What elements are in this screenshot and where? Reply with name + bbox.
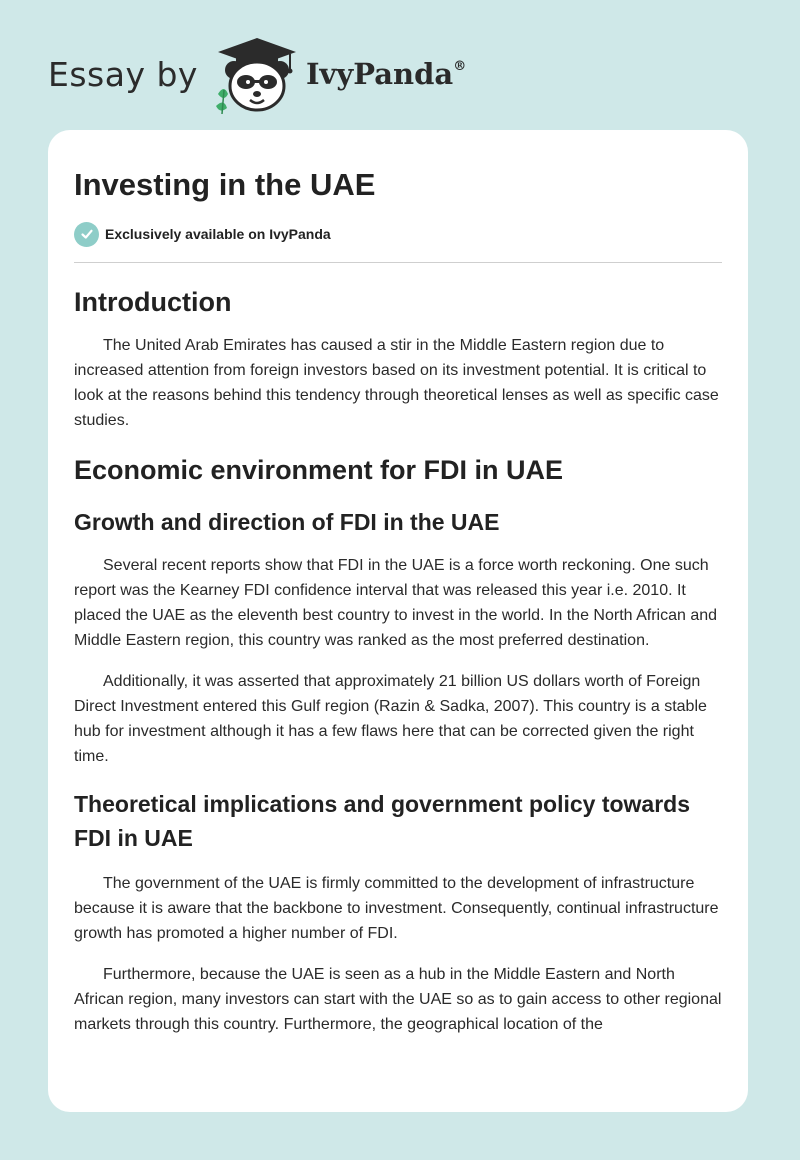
brand-name[interactable] — [306, 57, 466, 91]
panda-logo-icon[interactable] — [212, 34, 302, 114]
title-divider — [74, 262, 722, 263]
heading-economic-environment: Economic environment for FDI in UAE — [74, 455, 564, 485]
paragraph: The United Arab Emirates has caused a stir in the Middle Eastern region due to increased attention from foreign investors based on its investment potential. It is critical to look at the reasons behind this tendency through theoretical lenses as well as specific case studies. — [74, 337, 719, 429]
registered-mark: ® — [453, 59, 467, 74]
heading-growth-direction: Growth and direction of FDI in the UAE — [74, 509, 500, 535]
site-header — [48, 34, 466, 114]
paragraph: Additionally, it was asserted that approximately 21 billion US dollars worth of Foreign Direct Investment entered this Gulf region (Razin & Sadka, 2007). This country is a stable hub for investment although it has a few flaws here that can be corrected given the right time. — [74, 673, 707, 765]
exclusive-badge — [74, 220, 722, 248]
heading-theoretical-implications: Theoretical implications and government policy towards FDI in UAE — [74, 791, 691, 851]
paragraph: The government of the UAE is firmly committed to the development of infrastructure because it is aware that the backbone to investment. Consequently, continual infrastructure growth has promoted a higher number of FDI. — [74, 875, 719, 942]
paragraph: Furthermore, because the UAE is seen as a hub in the Middle Eastern and North African region, many investors can start with the UAE so as to gain access to other regional markets through this country. Furthermore, the geographical location of the — [74, 966, 722, 1033]
page-title: Investing in the UAE — [74, 167, 376, 202]
paragraph: Several recent reports show that FDI in the UAE is a force worth reckoning. One such report was the Kearney FDI confidence interval that was released this year i.e. 2010. It placed the UAE as the eleventh best country to invest in the world. In the North African and Middle Eastern region, this country was ranked as the most preferred destination. — [74, 557, 718, 649]
essay-by-label: Essay by — [48, 54, 198, 94]
check-icon — [74, 222, 99, 247]
brand-label: IvyPanda — [305, 57, 454, 91]
article-card — [48, 130, 748, 1112]
heading-introduction: Introduction — [74, 287, 232, 317]
exclusive-label: Exclusively available on IvyPanda — [105, 226, 331, 242]
